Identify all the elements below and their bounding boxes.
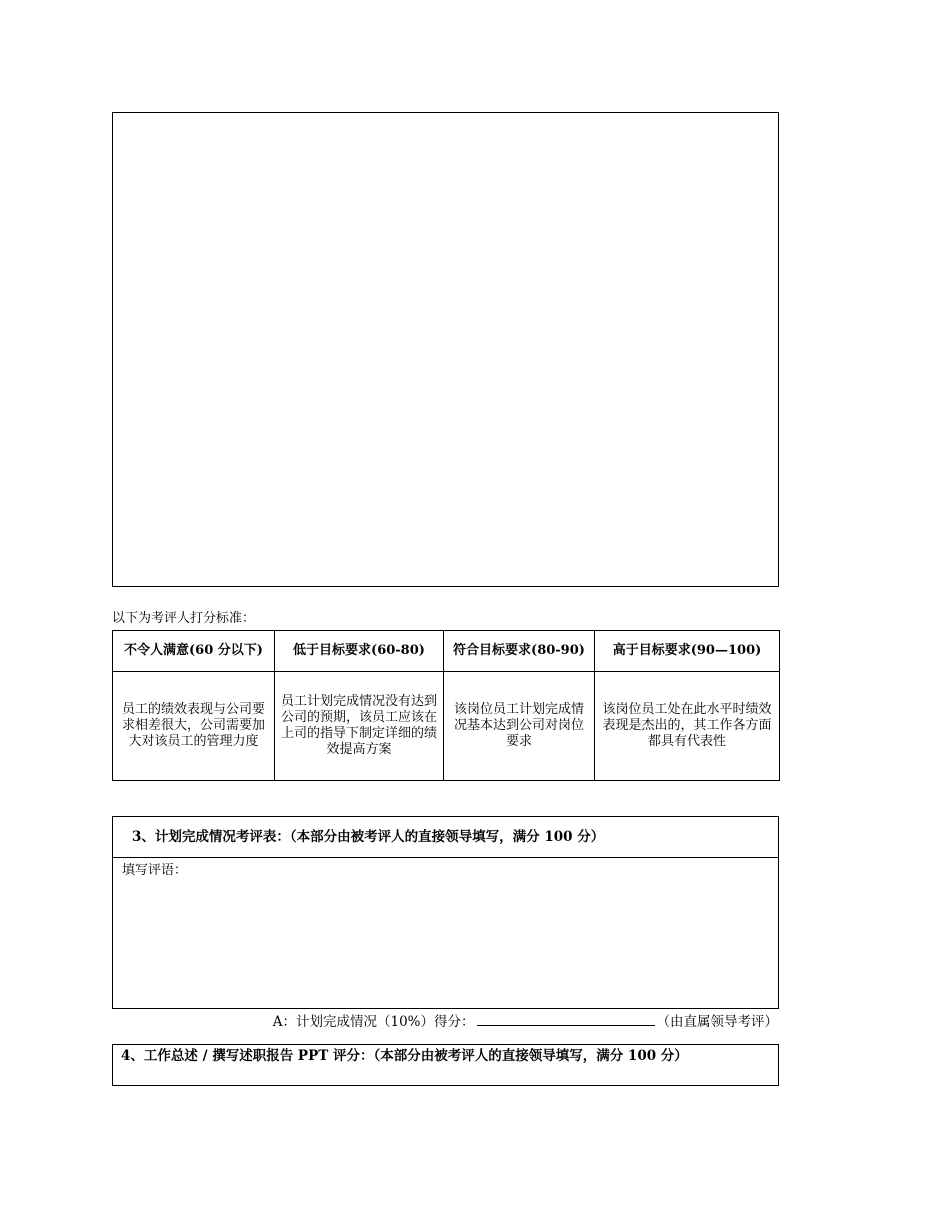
scoring-criteria-caption: 以下为考评人打分标准： xyxy=(112,611,256,626)
work-summary-section-title: 4、工作总述 / 撰写述职报告 PPT 评分：（本部分由被考评人的直接领导填写，满分 100 分） xyxy=(112,1044,779,1086)
plan-completion-section-title: 3、计划完成情况考评表：（本部分由被考评人的直接领导填写，满分 100 分） xyxy=(113,817,778,858)
scoring-criteria-table xyxy=(112,630,780,781)
criteria-header-above-target: 高于目标要求(90—100) xyxy=(595,631,780,672)
criteria-description-row xyxy=(113,672,780,781)
criteria-header-row xyxy=(113,631,780,672)
criteria-desc-below-target: 员工计划完成情况没有达到公司的预期，该员工应该在上司的指导下制定详细的绩效提高方案 xyxy=(275,672,444,781)
plan-completion-score-line xyxy=(273,1012,778,1031)
blank-writing-area[interactable] xyxy=(112,112,779,587)
criteria-desc-above-target: 该岗位员工处在此水平时绩效表现是杰出的，其工作各方面都具有代表性 xyxy=(595,672,780,781)
criteria-desc-unsatisfactory: 员工的绩效表现与公司要求相差很大，公司需要加大对该员工的管理力度 xyxy=(113,672,275,781)
criteria-header-below-target: 低于目标要求(60-80) xyxy=(275,631,444,672)
score-suffix: （由直属领导考评） xyxy=(656,1014,778,1030)
criteria-header-meets-target: 符合目标要求(80-90) xyxy=(444,631,595,672)
criteria-header-unsatisfactory: 不令人满意(60 分以下) xyxy=(113,631,275,672)
comment-label: 填写评语： xyxy=(122,863,188,878)
score-prefix: A：计划完成情况（10%）得分： xyxy=(272,1014,475,1030)
plan-completion-evaluation-section xyxy=(112,816,779,1009)
criteria-desc-meets-target: 该岗位员工计划完成情况基本达到公司对岗位要求 xyxy=(444,672,595,781)
score-blank-field[interactable] xyxy=(477,1012,655,1026)
